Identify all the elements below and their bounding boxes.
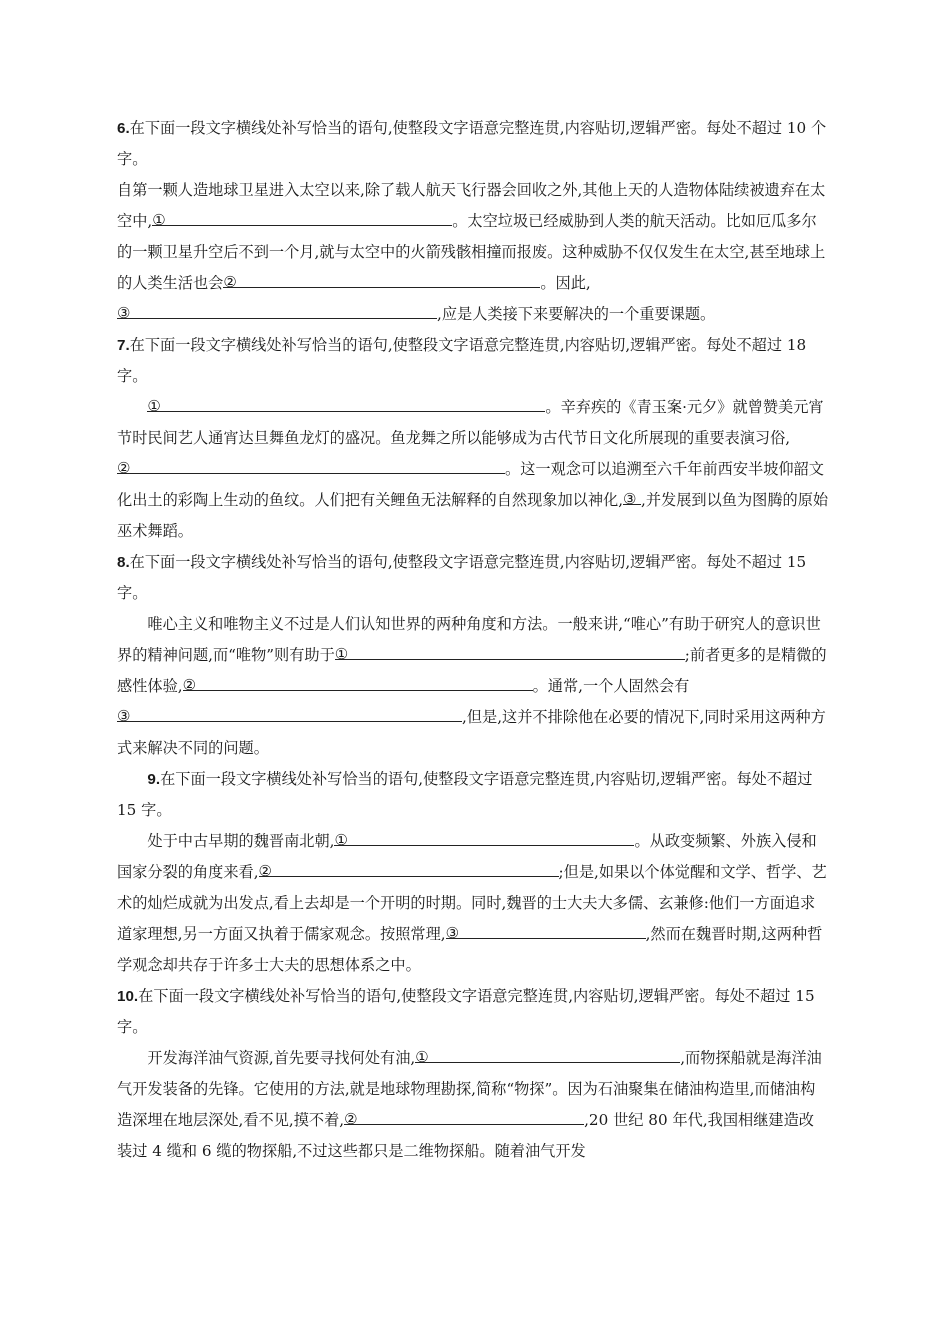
passage-text: 开发海洋油气资源,首先要寻找何处有油,	[147, 1049, 416, 1067]
question-9-passage	[117, 826, 829, 981]
blank-marker: ③	[623, 490, 637, 508]
question-number: 9.	[147, 771, 161, 788]
passage-text: ,应是人类接下来要解决的一个重要课题。	[437, 305, 716, 323]
blank-marker: ②	[117, 459, 131, 477]
passage-text: ;但是,如果以个体觉醒和文学、哲学、艺术的灿烂成就为出发点,看上去却是一个开明的时期。同时,魏晋的士大夫大多儒、玄兼修:他们一方面追求道家理想,另一方面又执着于儒家观念。按照常理,	[117, 863, 827, 943]
passage-text: ,而物探船就是海洋油气开发装备的先锋。它使用的方法,就是地球物理勘探,简称“物探”。因为石油聚集在储油构造里,而储油构造深埋在地层深处,看不见,摸不着,	[117, 1049, 822, 1129]
passage-text: 。因此,	[540, 274, 591, 292]
passage-text: ,并发展到以鱼为图腾的原始巫术舞蹈。	[117, 491, 829, 540]
answer-blank-3[interactable]	[623, 488, 641, 508]
passage-text: 。辛弃疾的《青玉案·元夕》就曾赞美元宵节时民间艺人通宵达旦舞鱼龙灯的盛况。鱼龙舞之所以能够成为古代节日文化所展现的重要表演习俗,	[117, 398, 824, 447]
passage-text: 唯心主义和唯物主义不过是人们认知世界的两种角度和方法。一般来讲,“唯心”有助于研究人的意识世界的精神问题,而“唯物”则有助于	[117, 615, 821, 664]
question-8-instruction	[117, 547, 829, 609]
answer-blank-2[interactable]	[344, 1108, 584, 1128]
question-10-instruction	[117, 981, 829, 1043]
question-6-passage	[117, 175, 829, 330]
instruction-text: 在下面一段文字横线处补写恰当的语句,使整段文字语意完整连贯,内容贴切,逻辑严密。每处不超过 15 字。	[117, 770, 813, 819]
answer-blank-1[interactable]	[415, 1046, 680, 1066]
question-9-instruction	[117, 764, 829, 826]
answer-blank-3[interactable]	[117, 705, 462, 725]
passage-text: ,但是,这并不排除他在必要的情况下,同时采用这两种方式来解决不同的问题。	[117, 708, 826, 757]
passage-text: 处于中古早期的魏晋南北朝,	[147, 832, 335, 850]
passage-text: ;前者更多的是精微的感性体验,	[117, 646, 827, 695]
answer-blank-1[interactable]	[147, 395, 545, 415]
question-7-passage	[117, 392, 829, 547]
question-6-instruction	[117, 113, 829, 175]
question-number: 10.	[117, 988, 139, 1005]
blank-marker: ①	[334, 645, 349, 663]
blank-marker: ①	[147, 397, 161, 415]
passage-text: 自第一颗人造地球卫星进入太空以来,除了载人航天飞行器会回收之外,其他上天的人造物体陆续被遗弃在太空中,	[117, 181, 826, 230]
answer-blank-2[interactable]	[182, 674, 533, 694]
blank-marker: ①	[415, 1048, 429, 1066]
question-number: 6.	[117, 120, 130, 137]
blank-marker: ①	[152, 211, 166, 229]
blank-marker: ③	[445, 924, 460, 942]
instruction-text: 在下面一段文字横线处补写恰当的语句,使整段文字语意完整连贯,内容贴切,逻辑严密。每处不超过 15 字。	[117, 987, 815, 1036]
passage-text: ,20 世纪 80 年代,我国相继建造改装过 4 缆和 6 缆的物探船,不过这些都只是二维物探船。随着油气开发	[117, 1111, 814, 1160]
instruction-text: 在下面一段文字横线处补写恰当的语句,使整段文字语意完整连贯,内容贴切,逻辑严密。每处不超过 15 字。	[117, 553, 807, 602]
question-7-instruction	[117, 330, 829, 392]
instruction-text: 在下面一段文字横线处补写恰当的语句,使整段文字语意完整连贯,内容贴切,逻辑严密。每处不超过 10 个字。	[117, 119, 827, 168]
answer-blank-2[interactable]	[117, 457, 505, 477]
blank-marker: ②	[223, 273, 237, 291]
answer-blank-2[interactable]	[223, 271, 540, 291]
passage-text: 。从政变频繁、外族入侵和国家分裂的角度来看,	[117, 832, 817, 881]
passage-text: 。通常,一个人固然会有	[532, 677, 690, 695]
question-8-passage	[117, 609, 829, 764]
blank-marker: ②	[344, 1110, 358, 1128]
answer-blank-3[interactable]	[117, 302, 437, 322]
blank-marker: ②	[182, 676, 197, 694]
blank-marker: ③	[117, 304, 131, 322]
passage-text: ,然而在魏晋时期,这两种哲学观念却共存于许多士大夫的思想体系之中。	[117, 925, 823, 974]
blank-marker: ②	[258, 862, 272, 880]
passage-text: 。太空垃圾已经威胁到人类的航天活动。比如厄瓜多尔的一颗卫星升空后不到一个月,就与太空中的火箭残骸相撞而报废。这种威胁不仅仅发生在太空,甚至地球上的人类生活也会	[117, 212, 826, 292]
question-10-passage	[117, 1043, 829, 1167]
answer-blank-1[interactable]	[334, 829, 634, 849]
blank-marker: ①	[334, 831, 348, 849]
blank-marker: ③	[117, 707, 131, 725]
passage-text: 。这一观念可以追溯至六千年前西安半坡仰韶文化出土的彩陶上生动的鱼纹。人们把有关鲤鱼无法解释的自然现象加以神化,	[117, 460, 824, 509]
instruction-text: 在下面一段文字横线处补写恰当的语句,使整段文字语意完整连贯,内容贴切,逻辑严密。每处不超过 18 字。	[117, 336, 807, 385]
answer-blank-1[interactable]	[334, 643, 685, 663]
question-number: 8.	[117, 554, 130, 571]
answer-blank-1[interactable]	[152, 209, 452, 229]
document-page	[117, 113, 829, 1167]
answer-blank-2[interactable]	[258, 860, 559, 880]
question-number: 7.	[117, 337, 130, 354]
answer-blank-3[interactable]	[445, 922, 646, 942]
